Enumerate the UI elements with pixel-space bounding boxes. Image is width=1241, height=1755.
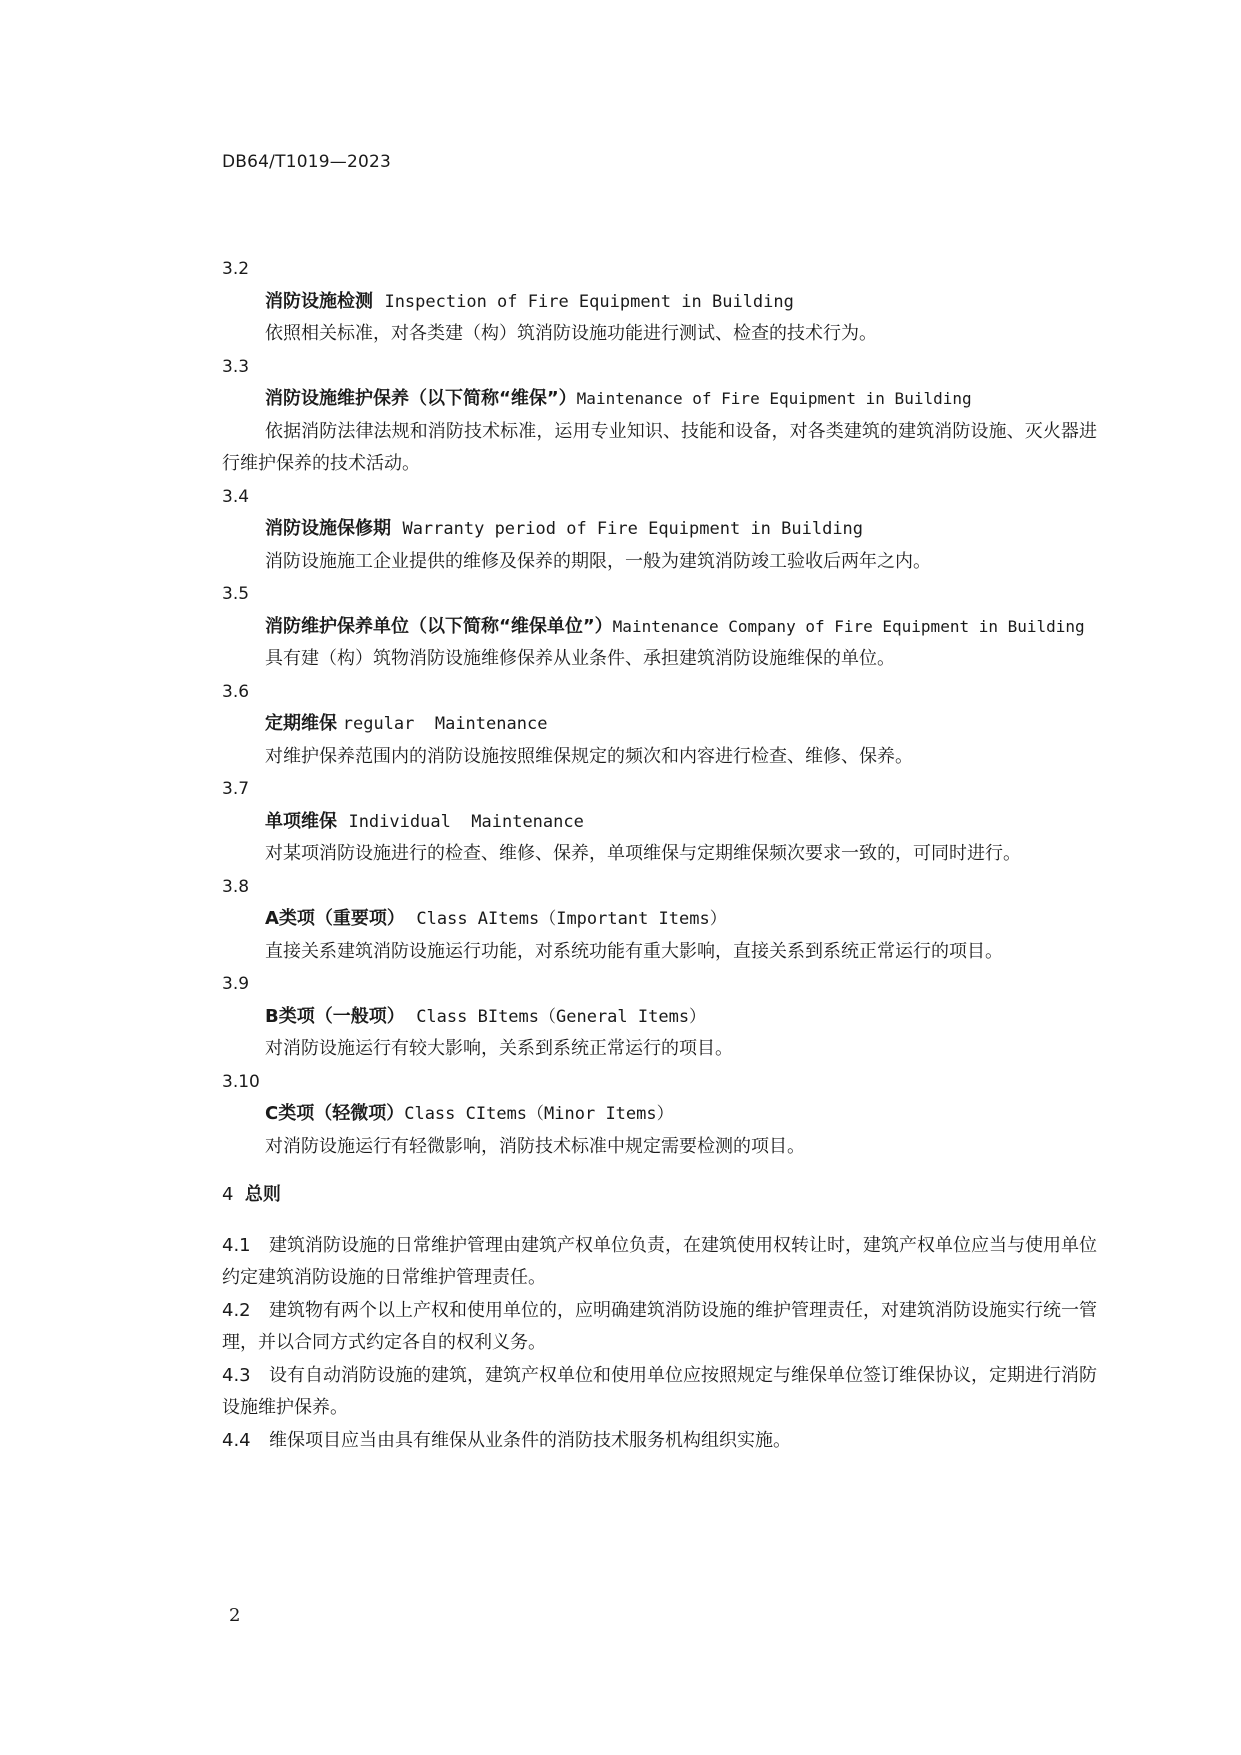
document-body [222, 253, 1097, 1457]
section-heading [222, 1179, 1097, 1212]
term-number: 3.8 [222, 876, 250, 897]
term-entry [222, 253, 1097, 351]
term-name-zh: C类项（轻微项） [265, 1103, 405, 1124]
term-definition: 对消防设施运行有轻微影响，消防技术标准中规定需要检测的项目。 [265, 1135, 805, 1157]
term-entry [222, 871, 1097, 969]
term-number: 3.2 [222, 259, 250, 279]
term-name-zh: 消防设施维护保养（以下简称“维保”） [265, 388, 577, 409]
term-name-en: Class AItems（Important Items） [416, 909, 727, 929]
term-entry [222, 481, 1097, 579]
clause-text: 建筑消防设施的日常维护管理由建筑产权单位负责，在建筑使用权转让时，建筑产权单位应当与使用单位约定建筑消防设施的日常维护管理责任。 [222, 1234, 1097, 1288]
term-number: 3.3 [222, 356, 250, 377]
term-definition: 直接关系建筑消防设施运行功能，对系统功能有重大影响，直接关系到系统正常运行的项目。 [265, 940, 1003, 962]
clause [222, 1425, 1097, 1458]
term-separator [405, 1006, 416, 1027]
clause [222, 1360, 1097, 1425]
term-heading [265, 1098, 1097, 1131]
term-separator [337, 811, 348, 832]
term-definition: 对某项消防设施进行的检查、维修、保养，单项维保与定期维保频次要求一致的，可同时进行。 [265, 843, 1021, 864]
term-name-zh: 消防维护保养单位（以下简称“维保单位”） [265, 615, 613, 637]
term-name-zh: B类项（一般项） [265, 1005, 405, 1027]
term-entry [222, 773, 1097, 871]
clause-number: 4.3 [222, 1364, 251, 1386]
term-heading [265, 806, 1097, 839]
clause-text: 维保项目应当由具有维保从业条件的消防技术服务机构组织实施。 [269, 1429, 791, 1451]
term-heading [265, 513, 1097, 546]
term-name-en: Class CItems（Minor Items） [404, 1104, 674, 1124]
term-separator [373, 291, 384, 312]
term-name-en: Individual Maintenance [348, 811, 584, 832]
clause-number: 4.2 [222, 1299, 251, 1321]
term-definition: 消防设施施工企业提供的维修及保养的期限，一般为建筑消防竣工验收后两年之内。 [265, 550, 931, 572]
term-heading [265, 903, 1097, 936]
page-number: 2 [229, 1605, 241, 1626]
term-name-en: regular Maintenance [342, 714, 548, 734]
term-name-zh: 消防设施保修期 [265, 518, 391, 539]
clause-text: 设有自动消防设施的建筑，建筑产权单位和使用单位应按照规定与维保单位签订维保协议，定期进行消防设施维护保养。 [222, 1364, 1097, 1418]
clause [222, 1295, 1097, 1360]
term-heading [265, 383, 1097, 416]
term-name-zh: 消防设施检测 [265, 290, 373, 312]
term-definition: 对消防设施运行有较大影响，关系到系统正常运行的项目。 [265, 1038, 733, 1059]
term-heading [265, 286, 1097, 319]
term-entry [222, 578, 1097, 676]
term-heading [265, 611, 1097, 644]
term-name-en: Class BItems（General Items） [416, 1006, 707, 1027]
term-name-en: Maintenance Company of Fire Equipment in Building [612, 616, 1085, 636]
clause-text: 建筑物有两个以上产权和使用单位的，应明确建筑消防设施的维护管理责任，对建筑消防设施实行统一管理，并以合同方式约定各自的权利义务。 [222, 1299, 1097, 1353]
term-name-zh: 定期维保 [265, 713, 337, 734]
term-definition: 具有建（构）筑物消防设施维修保养从业条件、承担建筑消防设施维保的单位。 [265, 648, 895, 669]
clause [222, 1230, 1097, 1295]
term-definition: 依照相关标准，对各类建（构）筑消防设施功能进行测试、检查的技术行为。 [265, 323, 877, 344]
document-code: DB64/T1019—2023 [222, 152, 392, 172]
term-name-en: Warranty period of Fire Equipment in Building [402, 519, 864, 539]
term-heading [265, 1001, 1097, 1034]
term-heading [265, 708, 1097, 741]
term-entry [222, 968, 1097, 1066]
term-entry [222, 1066, 1097, 1164]
term-entry [222, 351, 1097, 481]
term-entry [222, 676, 1097, 774]
term-separator [391, 518, 402, 539]
clause-number: 4.4 [222, 1429, 251, 1451]
clause-number: 4.1 [222, 1234, 251, 1256]
section-number: 4 [222, 1184, 234, 1205]
term-definition: 对维护保养范围内的消防设施按照维保规定的频次和内容进行检查、维修、保养。 [265, 745, 913, 767]
term-definition: 依据消防法律法规和消防技术标准，运用专业知识、技能和设备，对各类建筑的建筑消防设施、灭火器进行维护保养的技术活动。 [222, 420, 1097, 474]
term-number: 3.9 [222, 974, 250, 994]
term-name-zh: 单项维保 [265, 810, 337, 832]
term-number: 3.10 [222, 1071, 260, 1092]
section-title: 总则 [244, 1184, 281, 1205]
term-number: 3.5 [222, 584, 250, 604]
term-number: 3.7 [222, 779, 250, 799]
term-name-zh: A类项（重要项） [265, 908, 405, 929]
term-separator [405, 908, 416, 929]
term-name-en: Maintenance of Fire Equipment in Building [576, 389, 972, 408]
term-name-en: Inspection of Fire Equipment in Building [384, 291, 794, 312]
term-number: 3.6 [222, 681, 250, 702]
term-number: 3.4 [222, 486, 250, 507]
